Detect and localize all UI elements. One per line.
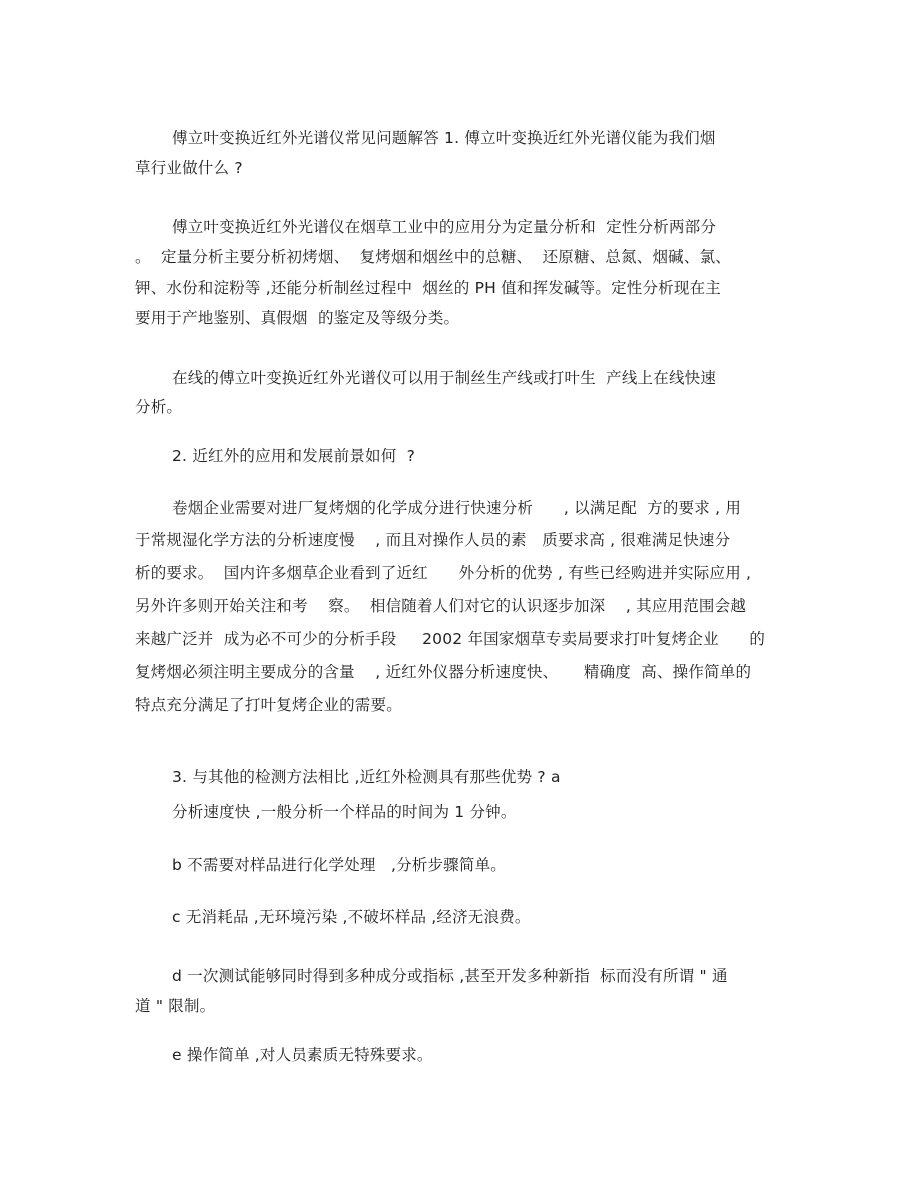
section-heading-3: 3. 与其他的检测方法相比 ,近红外检测具有那些优势 ? a — [172, 768, 561, 786]
advantage-d-line-1: d 一次测试能够同时得到多种成分或指标 ,甚至开发多种新指 标而没有所谓 " 通 — [172, 967, 728, 985]
advantage-e: e 操作简单 ,对人员素质无特殊要求。 — [172, 1046, 433, 1064]
paragraph-5-line-5: 来越广泛并 成为必不可少的分析手段 2002 年国家烟草专卖局要求打叶复烤企业 的 — [135, 630, 766, 648]
paragraph-2-line-2: 。 定量分析主要分析初烤烟、 复烤烟和烟丝中的总糖、 还原糖、总氮、烟碱、氯、 — [135, 248, 731, 266]
advantage-c: c 无消耗品 ,无环境污染 ,不破坏样品 ,经济无浪费。 — [172, 908, 531, 926]
paragraph-2-line-1: 傅立叶变换近红外光谱仪在烟草工业中的应用分为定量分析和 定性分析两部分 — [172, 218, 717, 236]
paragraph-5-line-1: 卷烟企业需要对进厂复烤烟的化学成分进行快速分析 , 以满足配 方的要求 , 用 — [172, 499, 742, 517]
advantage-d-line-2: 道 " 限制。 — [135, 997, 216, 1015]
paragraph-5-line-4: 另外许多则开始关注和考 察。 相信随着人们对它的认识逐步加深 , 其应用范围会越 — [135, 597, 747, 615]
advantage-b: b 不需要对样品进行化学处理 ,分析步骤简单。 — [172, 856, 506, 874]
paragraph-5-line-3: 析的要求。 国内许多烟草企业看到了近红 外分析的优势 , 有些已经购进并实际应用 , — [135, 564, 752, 582]
paragraph-2-line-3: 钾、水份和淀粉等 ,还能分析制丝过程中 烟丝的 PH 值和挥发碱等。定性分析现在主 — [135, 279, 721, 297]
paragraph-1-line-2: 草行业做什么 ? — [135, 159, 243, 177]
paragraph-3-line-1: 在线的傅立叶变换近红外光谱仪可以用于制丝生产线或打叶生 产线上在线快速 — [172, 369, 717, 387]
paragraph-2-line-4: 要用于产地鉴别、真假烟 的鉴定及等级分类。 — [135, 309, 460, 327]
paragraph-5-line-2: 于常规湿化学方法的分析速度慢 , 而且对操作人员的素 质要求高 , 很难满足快速分 — [135, 531, 731, 549]
paragraph-5-line-6: 复烤烟必须注明主要成分的含量 , 近红外仪器分析速度快、 精确度 高、操作简单的 — [135, 663, 752, 681]
paragraph-1-line-1: 傅立叶变换近红外光谱仪常见问题解答 1. 傅立叶变换近红外光谱仪能为我们烟 — [172, 129, 716, 147]
paragraph-5-line-7: 特点充分满足了打叶复烤企业的需要。 — [135, 696, 402, 714]
section-heading-2: 2. 近红外的应用和发展前景如何 ? — [172, 447, 416, 465]
paragraph-3-line-2: 分析。 — [135, 398, 183, 416]
advantage-a: 分析速度快 ,一般分析一个样品的时间为 1 分钟。 — [172, 803, 517, 821]
